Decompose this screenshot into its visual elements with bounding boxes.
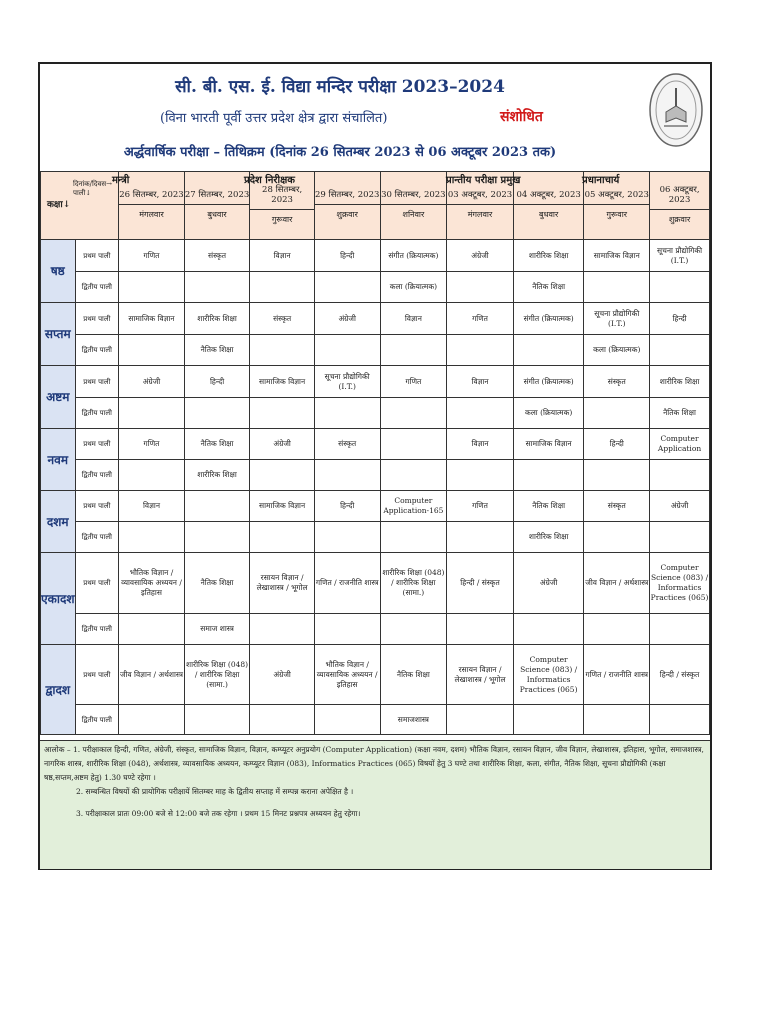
class-name: एकादश — [41, 553, 76, 645]
subject-cell: हिन्दी — [650, 303, 710, 335]
column-date: 26 सितम्बर, 2023 — [119, 187, 184, 205]
subject-cell — [650, 522, 710, 553]
subject-cell — [314, 335, 380, 366]
subject-cell: रसायन विज्ञान / लेखाशास्त्र / भूगोल — [447, 645, 514, 705]
subject-cell — [119, 460, 185, 491]
notes-panel — [40, 740, 710, 869]
schedule-row — [41, 272, 710, 303]
shift-label: प्रथम पाली — [75, 491, 119, 522]
subject-cell: नैतिक शिक्षा — [513, 491, 584, 522]
subject-cell: नैतिक शिक्षा — [184, 335, 250, 366]
column-day: मंगलवार — [467, 209, 493, 219]
subject-cell: अंग्रेजी — [650, 491, 710, 522]
subject-cell: शारीरिक शिक्षा — [184, 460, 250, 491]
revised-badge: संशोधित — [500, 109, 543, 125]
subject-cell: शारीरिक शिक्षा — [650, 366, 710, 398]
column-day: शुक्रवार — [336, 209, 358, 219]
subject-cell — [380, 614, 447, 645]
schedule-table — [40, 171, 710, 735]
subject-cell — [250, 705, 315, 735]
class-name: द्वादश — [41, 645, 76, 735]
date-column-header — [314, 172, 380, 240]
exam-schedule-sheet — [38, 62, 712, 870]
schedule-row — [41, 460, 710, 491]
subject-cell — [250, 522, 315, 553]
shift-label: द्वितीय पाली — [75, 398, 119, 429]
column-day: मंगलवार — [139, 209, 164, 219]
shift-label: प्रथम पाली — [75, 240, 119, 272]
subject-cell: हिन्दी — [314, 240, 380, 272]
class-name: नवम — [41, 429, 76, 491]
column-date: 27 सितम्बर, 2023 — [185, 187, 250, 205]
subject-cell: नैतिक शिक्षा — [184, 429, 250, 460]
subject-cell — [250, 614, 315, 645]
column-date: 05 अक्टूबर, 2023 — [584, 187, 649, 205]
subject-cell — [513, 460, 584, 491]
subject-cell: नैतिक शिक्षा — [650, 398, 710, 429]
subject-cell — [513, 614, 584, 645]
subject-cell — [380, 429, 447, 460]
subject-cell — [650, 614, 710, 645]
subject-cell — [119, 614, 185, 645]
shift-label: प्रथम पाली — [75, 429, 119, 460]
subject-cell — [314, 614, 380, 645]
subject-cell — [447, 335, 514, 366]
subject-cell: संस्कृत — [584, 366, 650, 398]
signature-principal: प्रधानाचार्य — [582, 175, 620, 186]
subject-cell: जीव विज्ञान / अर्थशास्त्र — [119, 645, 185, 705]
subject-cell: जीव विज्ञान / अर्थशास्त्र — [584, 553, 650, 614]
document-title: सी. बी. एस. ई. विद्या मन्दिर परीक्षा 2023–2024 — [175, 77, 505, 97]
schedule-row — [41, 553, 710, 614]
subject-cell: सामाजिक विज्ञान — [250, 366, 315, 398]
subject-cell: गणित — [119, 429, 185, 460]
subject-cell: संस्कृत — [250, 303, 315, 335]
schedule-row — [41, 705, 710, 735]
class-name: सप्तम — [41, 303, 76, 366]
shift-label: प्रथम पाली — [75, 366, 119, 398]
subject-cell: रसायन विज्ञान / लेखाशास्त्र / भूगोल — [250, 553, 315, 614]
subject-cell: गणित — [447, 491, 514, 522]
subject-cell — [184, 522, 250, 553]
subject-cell: संगीत (क्रियात्मक) — [513, 303, 584, 335]
date-column-header — [184, 172, 250, 240]
subject-cell — [119, 272, 185, 303]
date-column-header — [650, 172, 710, 240]
schedule-row — [41, 491, 710, 522]
subject-cell: विज्ञान — [250, 240, 315, 272]
column-day: गुरूवार — [606, 209, 628, 219]
schedule-row — [41, 335, 710, 366]
subject-cell — [650, 705, 710, 735]
subject-cell: समाजशास्त्र — [380, 705, 447, 735]
subject-cell — [184, 705, 250, 735]
subject-cell: अंग्रेजी — [250, 429, 315, 460]
schedule-row — [41, 645, 710, 705]
subject-cell: कला (क्रियात्मक) — [380, 272, 447, 303]
column-date: 30 सितम्बर, 2023 — [381, 187, 447, 205]
subject-cell — [250, 335, 315, 366]
date-column-header — [513, 172, 584, 240]
corner-header — [41, 172, 119, 240]
subject-cell — [447, 460, 514, 491]
subject-cell: शारीरिक शिक्षा — [184, 303, 250, 335]
class-name: अष्टम — [41, 366, 76, 429]
subject-cell — [380, 460, 447, 491]
subject-cell: भौतिक विज्ञान / व्यावसायिक अध्ययन / इतिहास — [314, 645, 380, 705]
subject-cell: Computer Science (083) / Informatics Practices (065) — [513, 645, 584, 705]
subject-cell: संस्कृत — [184, 240, 250, 272]
schedule-row — [41, 398, 710, 429]
subject-cell: शारीरिक शिक्षा (048) / शारीरिक शिक्षा (सामा.) — [184, 645, 250, 705]
subject-cell: कला (क्रियात्मक) — [513, 398, 584, 429]
shift-label: प्रथम पाली — [75, 645, 119, 705]
subject-cell: विज्ञान — [447, 366, 514, 398]
subject-cell: Computer Application — [650, 429, 710, 460]
subject-cell: अंग्रेजी — [513, 553, 584, 614]
subject-cell — [447, 272, 514, 303]
subject-cell: Computer Science (083) / Informatics Practices (065) — [650, 553, 710, 614]
subject-cell — [513, 335, 584, 366]
subject-cell — [119, 335, 185, 366]
schedule-row — [41, 303, 710, 335]
subject-cell — [447, 398, 514, 429]
subject-cell: अंग्रेजी — [314, 303, 380, 335]
schedule-row — [41, 366, 710, 398]
subject-cell — [584, 522, 650, 553]
subject-cell — [447, 614, 514, 645]
document-subtitle: (विना भारती पूर्वी उत्तर प्रदेश क्षेत्र द्वारा संचालित) — [160, 111, 388, 126]
column-date: 06 अक्टूबर, 2023 — [650, 182, 709, 210]
subject-cell — [584, 398, 650, 429]
subject-cell — [584, 272, 650, 303]
date-column-header — [380, 172, 447, 240]
subject-cell — [584, 614, 650, 645]
subject-cell: सामाजिक विज्ञान — [119, 303, 185, 335]
subject-cell: सामाजिक विज्ञान — [584, 240, 650, 272]
school-seal-icon — [648, 70, 704, 150]
subject-cell: शारीरिक शिक्षा — [513, 522, 584, 553]
subject-cell: सूचना प्रौद्योगिकी (I.T.) — [584, 303, 650, 335]
subject-cell: अंग्रेजी — [119, 366, 185, 398]
note-line-2: 2. सम्बन्धित विषयों की प्रायोगिक परीक्षायें सितम्बर माह के द्वितीय सप्ताह में सम्पन्न कराना अपेक्षित है । — [76, 787, 354, 796]
class-column-label: कक्षा↓ — [47, 199, 71, 210]
subject-cell — [119, 522, 185, 553]
schedule-heading: अर्द्धवार्षिक परीक्षा – तिथिक्रम (दिनांक 26 सितम्बर 2023 से 06 अक्टूबर 2023 तक) — [123, 145, 557, 160]
subject-cell: विज्ञान — [447, 429, 514, 460]
subject-cell: हिन्दी / संस्कृत — [650, 645, 710, 705]
date-shift-column-label: दिनांक/दिवस→ पाली↓ — [73, 179, 112, 197]
subject-cell: गणित / राजनीति शास्त्र — [584, 645, 650, 705]
column-day: बुधवार — [539, 209, 559, 219]
subject-cell — [314, 460, 380, 491]
subject-cell: Computer Application-165 — [380, 491, 447, 522]
subject-cell — [250, 272, 315, 303]
shift-label: द्वितीय पाली — [75, 460, 119, 491]
subject-cell: संस्कृत — [314, 429, 380, 460]
class-name: षष्ठ — [41, 240, 76, 303]
column-day: बुधवार — [207, 209, 227, 219]
subject-cell: नैतिक शिक्षा — [513, 272, 584, 303]
subject-cell: सूचना प्रौद्योगिकी (I.T.) — [650, 240, 710, 272]
shift-label: द्वितीय पाली — [75, 705, 119, 735]
subject-cell — [513, 705, 584, 735]
subject-cell — [119, 398, 185, 429]
subject-cell: विज्ञान — [119, 491, 185, 522]
column-day: शनिवार — [402, 209, 425, 219]
subject-cell: गणित — [380, 366, 447, 398]
subject-cell: हिन्दी / संस्कृत — [447, 553, 514, 614]
subject-cell — [584, 460, 650, 491]
class-name: दशम — [41, 491, 76, 553]
subject-cell — [314, 522, 380, 553]
subject-cell — [314, 705, 380, 735]
note-line-1: आलोक – 1. परीक्षाकाल हिन्दी, गणित, अंग्रेजी, संस्कृत, सामाजिक विज्ञान, विज्ञान, कम्प्यूटर अनुप्रयोग (Computer Application) (कक्षा नवम, दशम) भौतिक विज्ञान, रसायन विज्ञान, जीव विज्ञान, लेखाशास्त्र, इतिहास, भूगोल, समाजशास्त्र, नागरिक शास्त्र, शारीरिक शिक्षा (048), अर्थशास्त्र, व्यावसायिक अध्ययन, कम्प्यूटर विज्ञान (083), Informatics Practices (065) विषयों हेतु 3 घण्टे तथा शारीरिक शिक्षा, कला, संगीत, नैतिक शिक्षा, सूचना प्रौद्योगिकी (कक्षा षष्ठ,सप्तम,अष्टम हेतु) 1.30 घण्टे रहेगा । — [44, 745, 704, 782]
signature-state-inspector: प्रदेश निरीक्षक — [244, 175, 295, 186]
subject-cell: नैतिक शिक्षा — [184, 553, 250, 614]
subject-cell — [584, 705, 650, 735]
subject-cell: शारीरिक शिक्षा — [513, 240, 584, 272]
subject-cell: विज्ञान — [380, 303, 447, 335]
document-header — [40, 64, 710, 171]
subject-cell: गणित / राजनीति शास्त्र — [314, 553, 380, 614]
schedule-row — [41, 522, 710, 553]
subject-cell: नैतिक शिक्षा — [380, 645, 447, 705]
shift-label: द्वितीय पाली — [75, 335, 119, 366]
schedule-row — [41, 614, 710, 645]
subject-cell — [250, 460, 315, 491]
subject-cell: संगीत (क्रियात्मक) — [513, 366, 584, 398]
shift-label: द्वितीय पाली — [75, 272, 119, 303]
column-date: 29 सितम्बर, 2023 — [315, 187, 380, 205]
shift-label: द्वितीय पाली — [75, 522, 119, 553]
subject-cell: गणित — [119, 240, 185, 272]
column-date: 28 सितम्बर, 2023 — [250, 182, 314, 210]
shift-label: प्रथम पाली — [75, 553, 119, 614]
subject-cell: सामाजिक विज्ञान — [513, 429, 584, 460]
subject-cell: हिन्दी — [314, 491, 380, 522]
subject-cell: संगीत (क्रियात्मक) — [380, 240, 447, 272]
subject-cell — [650, 272, 710, 303]
subject-cell — [184, 272, 250, 303]
schedule-row — [41, 429, 710, 460]
subject-cell: अंग्रेजी — [250, 645, 315, 705]
column-day: शुक्रवार — [668, 214, 691, 224]
signature-exam-head: प्रान्तीय परीक्षा प्रमुख — [446, 175, 521, 186]
subject-cell: शारीरिक शिक्षा (048) / शारीरिक शिक्षा (सामा.) — [380, 553, 447, 614]
column-date: 04 अक्टूबर, 2023 — [514, 187, 584, 205]
shift-label: प्रथम पाली — [75, 303, 119, 335]
subject-cell — [250, 398, 315, 429]
subject-cell — [447, 522, 514, 553]
subject-cell — [314, 272, 380, 303]
subject-cell: भौतिक विज्ञान / व्यावसायिक अध्ययन / इतिहास — [119, 553, 185, 614]
subject-cell — [184, 491, 250, 522]
subject-cell — [119, 705, 185, 735]
signature-minister: मन्त्री — [112, 175, 130, 186]
subject-cell: हिन्दी — [584, 429, 650, 460]
subject-cell — [380, 522, 447, 553]
column-day: गुरूवार — [271, 214, 293, 224]
subject-cell: कला (क्रियात्मक) — [584, 335, 650, 366]
subject-cell: सामाजिक विज्ञान — [250, 491, 315, 522]
shift-label: द्वितीय पाली — [75, 614, 119, 645]
subject-cell — [184, 398, 250, 429]
subject-cell — [380, 335, 447, 366]
schedule-row — [41, 240, 710, 272]
subject-cell — [314, 398, 380, 429]
column-date: 03 अक्टूबर, 2023 — [447, 187, 513, 205]
subject-cell — [650, 460, 710, 491]
subject-cell — [380, 398, 447, 429]
subject-cell — [447, 705, 514, 735]
note-line-3: 3. परीक्षाकाल प्रातः 09:00 बजे से 12:00 बजे तक रहेगा । प्रथम 15 मिनट प्रश्नपत्र अध्ययन हेतु रहेगा। — [76, 809, 361, 818]
subject-cell: हिन्दी — [184, 366, 250, 398]
subject-cell: समाज शास्त्र — [184, 614, 250, 645]
subject-cell: सूचना प्रौद्योगिकी (I.T.) — [314, 366, 380, 398]
subject-cell: अंग्रेजी — [447, 240, 514, 272]
subject-cell — [650, 335, 710, 366]
subject-cell: संस्कृत — [584, 491, 650, 522]
subject-cell: गणित — [447, 303, 514, 335]
